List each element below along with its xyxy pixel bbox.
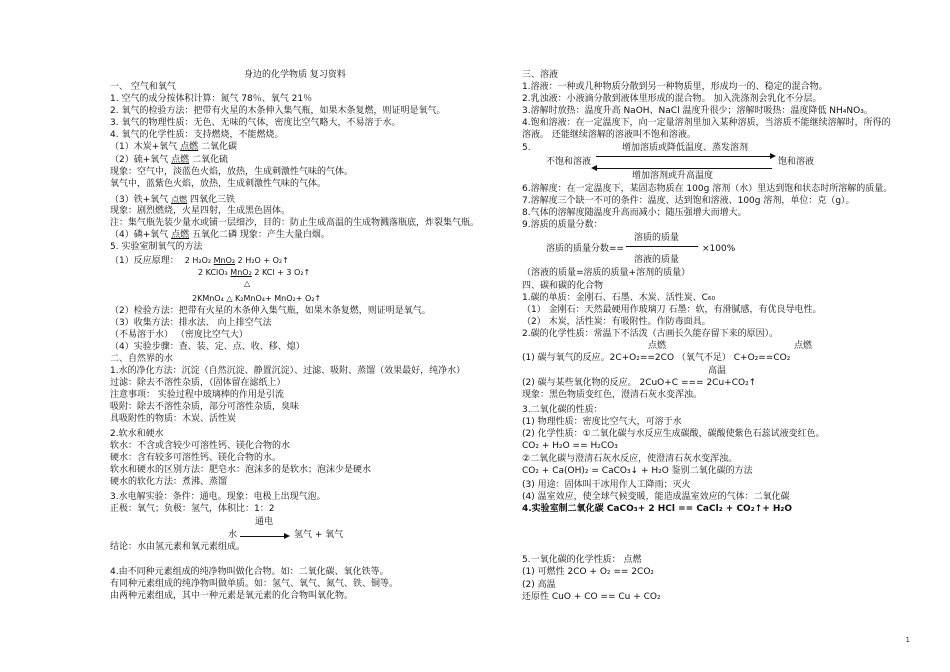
text-line: (2) 高温 — [522, 580, 556, 590]
text-line: ②二氧化碳与澄清石灰水反应，使澄清石灰水变浑浊。 — [522, 454, 738, 464]
equation-line — [110, 230, 330, 242]
text-line: 1.水的净化方法：沉淀（自然沉淀、静置沉淀）、过滤、吸附、蒸馏（效果最好，纯净水） — [110, 366, 466, 376]
text-line: 现象：剧烈燃烧，火星四射，生成黑色固体。 — [110, 206, 291, 216]
text-line: 9.溶质的质量分数： — [522, 220, 603, 230]
text-line: 1.碳的单质：金刚石、石墨、木炭、活性炭、C₆₀ — [522, 293, 716, 303]
text-line: （2） 木炭，活性炭：有吸附性。作防毒面具。 — [522, 317, 711, 327]
text-line: 还原性 CuO + CO == Cu + CO₂ — [522, 592, 661, 602]
text-line: 有同种元素组成的纯净物叫做单质。如：氢气、氧气、氮气、铁、铜等。 — [110, 579, 399, 589]
section-heading-carbon: 四、碳和碳的化合物 — [522, 281, 604, 291]
fraction-numerator: 溶质的质量 — [634, 233, 680, 243]
unsaturated-label: 不饱和溶液 — [546, 157, 592, 167]
text-line: 7.溶解度三个缺一不可的条件：温度、达到饱和溶液、100g 溶剂，单位：克（g）。 — [522, 196, 855, 206]
section-heading-solution: 三、溶液 — [522, 70, 559, 80]
saturated-label: 饱和溶液 — [778, 157, 815, 167]
text-line: 5.一氧化碳的化学性质： 点燃 — [522, 555, 642, 565]
fraction-denominator: 溶液的质量 — [634, 255, 680, 265]
text-line: （1） 金刚石：天然最硬用作玻璃刀 石墨：软，有滑腻感，有优良导电性。 — [522, 305, 822, 315]
equation-products: 二氧化碳 — [198, 142, 238, 152]
text-line: （3）收集方法：排水法、 向上排空气法 — [110, 318, 272, 328]
text-line: 4. 氧气的化学性质：支持燃烧，不能燃烧。 — [110, 130, 284, 140]
text-line: 3.二氧化碳的性质： — [522, 405, 603, 415]
page-number: 1 — [905, 636, 910, 644]
forward-arrow — [596, 156, 772, 157]
reaction-arrow — [240, 536, 286, 537]
text-line: 1. 空气的成分按体积计算：氮气 78％、氧气 21％ — [110, 94, 313, 104]
text-line: (3) 用途：固体叫干冰用作人工降雨；灭火 — [522, 480, 691, 490]
equation-products: 氢气 + 氧气 — [294, 530, 344, 540]
heat-symbol: △ — [244, 279, 251, 288]
equation-reactants: （4）磷+氧气 — [110, 230, 172, 240]
text-line: （4）实验步骤：查、装、定、点、收、移、熄） — [110, 342, 305, 352]
equation-products: 二氧化硫 — [189, 155, 229, 165]
text-line: 结论：水由氢元素和氧元素组成。 — [110, 542, 246, 552]
text-line: CO₂ + H₂O == H₂CO₃ — [522, 441, 618, 451]
text-line: (2) 碳与某些氧化物的反应。 2CuO+C === 2Cu+CO₂↑ — [522, 378, 757, 388]
equation-reactants: （2）硫+氧气 — [110, 155, 172, 165]
text-line: （溶液的质量=溶质的质量+溶剂的质量） — [522, 268, 691, 278]
text-line: 4.实验室制二氧化碳 CaCO₃+ 2 HCl == CaCl₂ + CO₂↑+ H₂O — [522, 504, 792, 514]
text-line: （2）检验方法：把带有火星的木条伸入集气瓶，如果木条复燃，则证明是氧气。 — [110, 306, 431, 316]
section-heading-air-oxygen: 一、 空气和氧气 — [110, 82, 176, 92]
reaction-condition: 点燃 — [171, 230, 190, 240]
equation-products: 五氧化二磷 现象：产生大量白烟。 — [189, 230, 330, 240]
equation-products: 2 KCl + 3 O₂↑ — [251, 268, 311, 277]
reaction-condition: 点燃 — [171, 155, 190, 165]
text-line: CO₂ + Ca(OH)₂ = CaCO₃↓ + H₂O 鉴别二氧化碳的方法 — [522, 466, 753, 476]
text-line: 3. 氧气的物理性质：无色、无味的气体，密度比空气略大，不易溶于水。 — [110, 118, 401, 128]
equation-line — [110, 194, 235, 207]
text-line: (4) 温室效应，使全球气候变暖，能造成温室效应的气体：二氧化碳 — [522, 492, 790, 502]
text-line: 3.水电解实验：条件：通电。现象：电极上出现气泡。 — [110, 492, 326, 502]
equation-line — [110, 155, 228, 167]
text-line: 正极：氧气；负极：氢气，体积比：1：2 — [110, 504, 275, 514]
text-line: 现象：黑色物质变红色，澄清石灰水变浑浊。 — [522, 390, 703, 400]
arrow-head — [770, 153, 776, 159]
text-line: 软水和硬水的区别方法：肥皂水：泡沫多的是软水；泡沫少是硬水 — [110, 465, 372, 475]
text-line: 1.溶液：一种或几种物质分散到另一种物质里，形成均一的、稳定的混合物。 — [522, 82, 828, 92]
reaction-condition: 高温 — [708, 366, 727, 376]
formula-multiplier: ×100% — [702, 244, 736, 254]
condition-lower: 增加溶剂或升高温度 — [632, 171, 714, 181]
text-line: 过滤：除去不溶性杂质，（固体留在滤纸上） — [110, 378, 286, 388]
text-line: 硬水：含有较多可溶性钙、镁化合物的水。 — [110, 453, 282, 463]
text-line: 注：集气瓶先装少量水或铺一层细沙，目的：防止生成高温的生成物溅落瓶底，炸裂集气瓶。 — [110, 218, 480, 228]
reverse-arrow — [596, 168, 772, 169]
text-line: 2.软水和硬水 — [110, 429, 164, 439]
text-line: 4.饱和溶液：在一定温度下，向一定量溶剂里加入某种溶质，当溶质不能继续溶解时，所得的 — [522, 118, 891, 128]
equation-line — [198, 267, 310, 279]
text-line: 现象：空气中，淡蓝色火焰，放热，生成刺激性气味的气体。 — [110, 167, 354, 177]
text-line: 8.气体的溶解度随温度升高而减小；随压强增大而增大。 — [522, 208, 747, 218]
text-line: 由两种元素组成，其中一种元素是氧元素的化合物叫氧化物。 — [110, 591, 354, 601]
arrow-head — [591, 165, 597, 171]
reaction-condition: 通电 — [255, 517, 274, 527]
text-line: (1) 可燃性 2CO + O₂ == 2CO₂ — [522, 567, 655, 577]
condition-upper: 增加溶质或降低温度、蒸发溶剂 — [622, 143, 749, 153]
text-line: 3.溶解时放热：温度升高 NaOH、NaCl 温度升很少；溶解时吸热：温度降低 NH₄NO₃。 — [522, 106, 873, 116]
equation-reactants: 水 — [228, 530, 238, 540]
text-line: 注意事项： 实验过程中玻璃棒的作用是引流 — [110, 390, 284, 400]
reaction-condition: 点燃 — [794, 341, 813, 351]
text-line: 2. 氧气的检验方法：把带有火星的木条伸入集气瓶，如果木条复燃，则证明是氧气。 — [110, 106, 446, 116]
fraction-bar — [626, 246, 698, 247]
text-line: 6.溶解度：在一定温度下，某固态物质在 100g 溶剂（水）里达到饱和状态时所溶解的质量。 — [522, 184, 893, 194]
text-line: 硬水的软化方法：煮沸、蒸馏 — [110, 477, 228, 487]
text-line: 具吸附性的物质：木炭、活性炭 — [110, 414, 237, 424]
text-line: 氧气中，蓝紫色火焰，放热，生成刺激性气味的气体。 — [110, 179, 327, 189]
equation-reactants: 2 KClO₃ — [198, 268, 231, 277]
equation-products: 2 H₂O + O₂↑ — [235, 256, 289, 265]
document-title: 身边的化学物质 复习资料 — [244, 70, 346, 80]
reaction-condition: 点燃 — [180, 142, 199, 152]
text-line: （不易溶于水） （密度比空气大） — [110, 330, 248, 340]
text-line: 软水：不含或含较少可溶性钙、镁化合物的水 — [110, 441, 291, 451]
text-line: (1) 碳与氧气的反应。2C+O₂==2CO （氧气不足） C+O₂==CO₂ — [522, 353, 791, 363]
text-line: 吸附：除去不溶性杂质，部分可溶性杂质，臭味 — [110, 402, 300, 412]
text-line: 5. 实验室制氧气的方法 — [110, 242, 203, 252]
equation-products: 四氧化三铁 — [187, 195, 236, 205]
text-line: 4.由不同种元素组成的纯净物叫做化合物。如：二氧化碳、氧化铁等。 — [110, 567, 389, 577]
equation-line — [110, 255, 289, 268]
formula-label: 溶质的质量分数== — [546, 244, 625, 254]
text-line: 2.碳的化学性质：常温下不活泼（古画长久能存留下来的原因）。 — [522, 329, 779, 339]
section-heading-water: 二、自然界的水 — [110, 354, 174, 364]
text-line: 2.乳浊液：小液滴分散到液体里形成的混合物。 加入洗涤剂会乳化不分层。 — [522, 94, 822, 104]
catalyst: MnO₂ — [213, 256, 236, 265]
text-label: （1）反应原理： — [110, 256, 179, 266]
equation-reactants: （1）木炭+氧气 — [110, 142, 181, 152]
text-line: (1) 物理性质：密度比空气大，可溶于水 — [522, 417, 682, 427]
reaction-condition: 点燃 — [648, 341, 667, 351]
equation-line — [110, 142, 237, 154]
text-line: 溶液。 还能继续溶解的溶液叫不饱和溶液。 — [522, 130, 696, 140]
catalyst: MnO₂ — [230, 268, 252, 277]
equation-reactants: （3）铁+氧气 — [110, 195, 172, 205]
text-line: (2) 化学性质：①二氧化碳与水反应生成碳酸，碳酸使紫色石蕊试液变红色。 — [522, 429, 825, 439]
item-number: 5. — [522, 143, 531, 153]
reaction-condition: 点燃 — [171, 195, 188, 204]
arrow-head — [284, 533, 290, 539]
equation-line: 2KMnO₄ △ K₂MnO₄+ MnO₂+ O₂↑ — [192, 294, 322, 303]
equation-reactants: 2 H₂O₂ — [184, 256, 214, 265]
